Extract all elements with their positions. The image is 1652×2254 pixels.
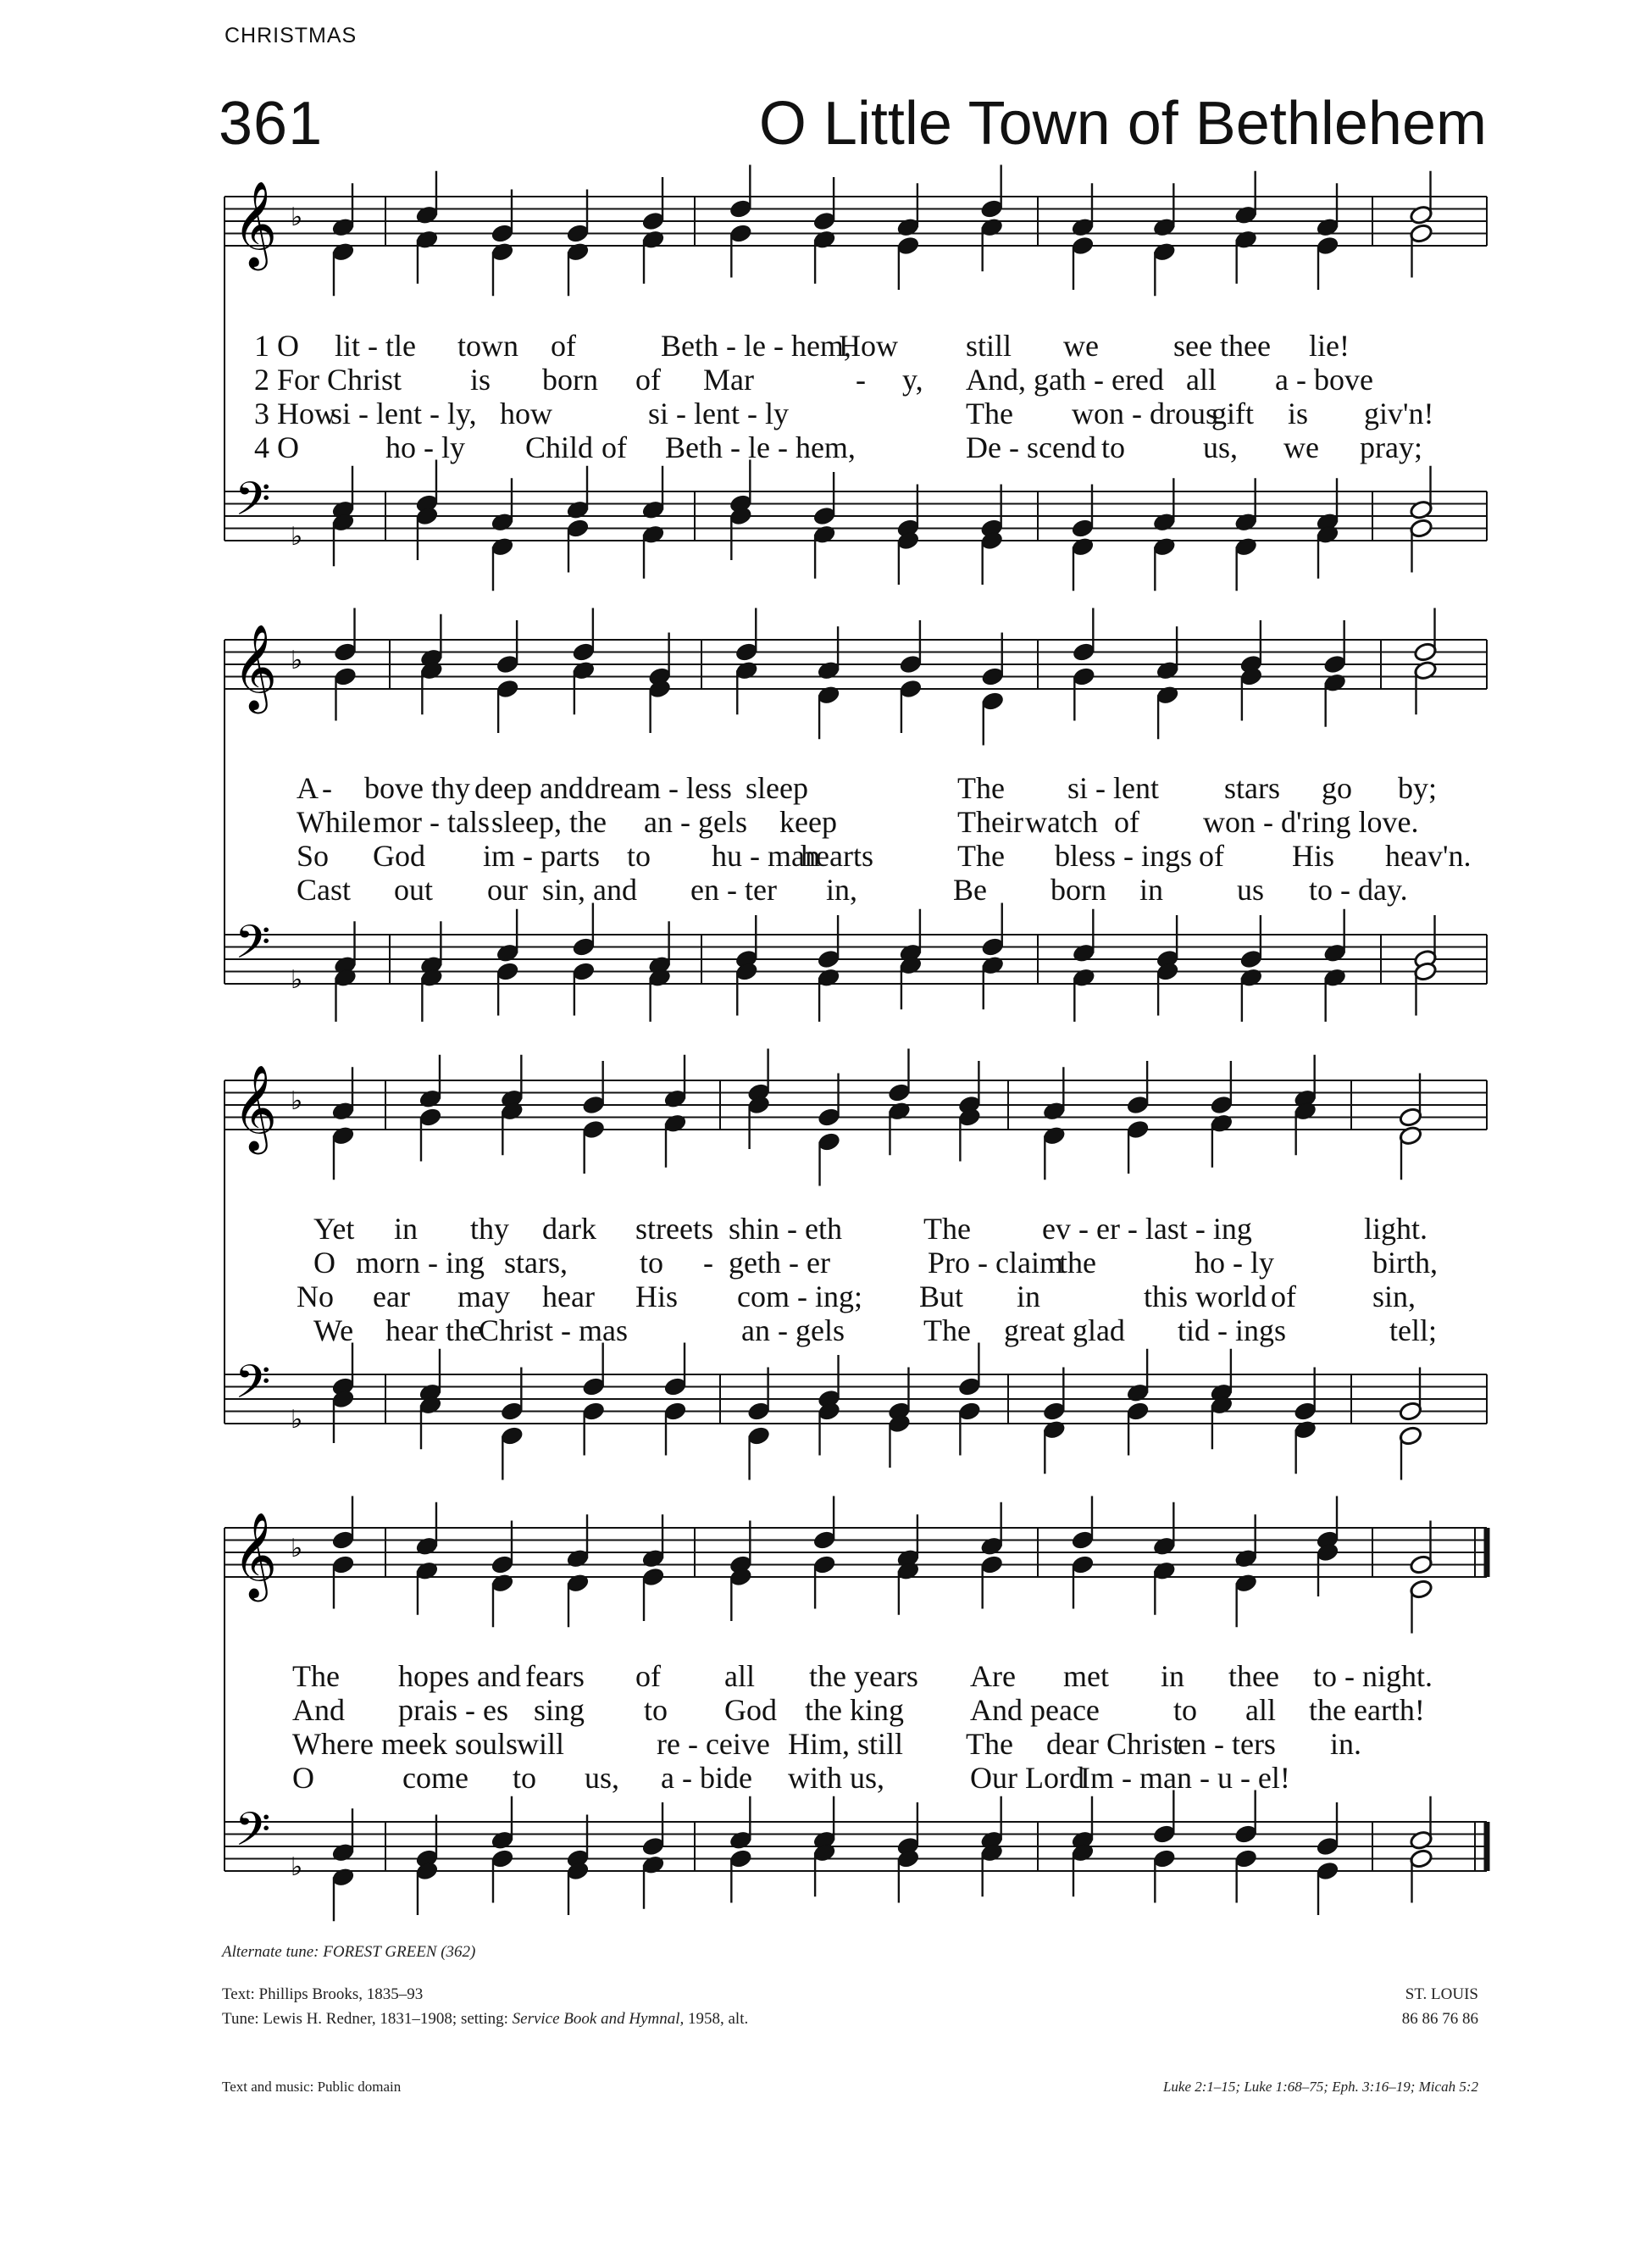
lyric-syllable: Him, still — [788, 1727, 904, 1761]
lyric-syllable: thy — [470, 1212, 510, 1246]
lyric-syllable: to — [640, 1246, 664, 1280]
lyric-syllable: thee — [1228, 1659, 1279, 1693]
lyric-syllable: watch — [1025, 805, 1098, 839]
lyric-syllable: all — [1245, 1693, 1276, 1727]
lyric-syllable: But — [919, 1280, 964, 1313]
lyric-syllable: won - drous — [1072, 397, 1217, 430]
lyric-syllable: the earth! — [1309, 1693, 1425, 1727]
treble-clef-icon: 𝄞 — [233, 1511, 278, 1598]
lyric-syllable: Beth - le - hem, — [661, 329, 851, 363]
tune-credit-source: Service Book and Hymnal, — [512, 2010, 685, 2028]
lyric-syllable: stars — [1224, 771, 1280, 805]
lyric-syllable: re - ceive — [657, 1727, 770, 1761]
lyric-syllable: The — [957, 771, 1005, 805]
lyric-syllable: sleep, the — [491, 805, 607, 839]
lyric-syllable: our — [487, 873, 528, 907]
lyric-syllable: in — [1017, 1280, 1041, 1313]
lyric-syllable: streets — [635, 1212, 713, 1246]
lyric-syllable: So — [297, 839, 330, 873]
lyric-syllable: this world — [1144, 1280, 1267, 1313]
lyric-syllable: sleep — [746, 771, 808, 805]
lyric-syllable: the years — [809, 1659, 918, 1693]
lyric-syllable: of — [1199, 839, 1224, 873]
lyric-syllable: hopes and — [398, 1659, 521, 1693]
lyric-syllable: And — [292, 1693, 345, 1727]
treble-clef-icon: 𝄞 — [233, 180, 278, 267]
flat-key-signature-icon: ♭ — [291, 522, 303, 552]
tune-credit-suffix: 1958, alt. — [684, 2010, 749, 2028]
lyric-syllable: ho - ly — [1195, 1246, 1274, 1280]
lyric-syllable: of — [1114, 805, 1139, 839]
lyric-syllable: hearts — [801, 839, 873, 873]
lyric-syllable: won - d'ring love. — [1203, 805, 1419, 839]
lyric-syllable: Our Lord — [970, 1761, 1084, 1795]
lyric-syllable: tid - ings — [1178, 1313, 1287, 1347]
lyric-syllable: we — [1283, 430, 1319, 464]
lyric-syllable: Christ - mas — [479, 1313, 628, 1347]
lyric-syllable: see thee — [1173, 329, 1271, 363]
bass-clef-icon: 𝄢 — [235, 915, 271, 980]
lyric-syllable: sin, — [1372, 1280, 1416, 1313]
lyric-syllable: His — [635, 1280, 679, 1313]
lyric-syllable: His — [1292, 839, 1335, 873]
text-credit: Text: Phillips Brooks, 1835–93 — [222, 1985, 424, 2003]
lyric-syllable: bless - ings — [1055, 839, 1192, 873]
lyric-syllable: of — [635, 1659, 661, 1693]
lyric-syllable: The — [923, 1212, 971, 1246]
lyric-syllable: us, — [1203, 430, 1239, 464]
lyric-syllable: mor - tals — [373, 805, 490, 839]
lyric-syllable: meek souls — [381, 1727, 518, 1761]
lyric-syllable: shin - eth — [729, 1212, 842, 1246]
scripture-references: Luke 2:1–15; Luke 1:68–75; Eph. 3:16–19; Micah 5:2 — [1162, 2079, 1478, 2095]
lyric-syllable: is — [470, 363, 491, 397]
lyric-syllable: to - night. — [1313, 1659, 1433, 1693]
lyric-syllable: geth - er — [729, 1246, 830, 1280]
lyric-syllable: hear the — [385, 1313, 483, 1347]
lyric-syllable: hu - man — [712, 839, 820, 873]
treble-clef-icon: 𝄞 — [233, 1063, 278, 1151]
lyric-syllable: pray; — [1360, 430, 1422, 464]
lyric-syllable: lit - tle — [335, 329, 416, 363]
lyric-syllable: While — [297, 805, 371, 839]
lyric-syllable: the king — [805, 1693, 904, 1727]
lyric-syllable: Beth - le - hem, — [665, 430, 856, 464]
lyric-syllable: O — [313, 1246, 335, 1280]
lyric-syllable: to — [1173, 1693, 1198, 1727]
lyric-syllable: go — [1322, 771, 1352, 805]
lyric-syllable: stars, — [504, 1246, 568, 1280]
lyric-syllable: in — [394, 1212, 419, 1246]
lyric-syllable: met — [1063, 1659, 1109, 1693]
lyric-syllable: The — [957, 839, 1005, 873]
lyric-syllable: tell; — [1389, 1313, 1437, 1347]
lyric-syllable: Be — [953, 873, 987, 907]
lyric-syllable: Pro - claim — [928, 1246, 1063, 1280]
bass-clef-icon: 𝄢 — [235, 1355, 271, 1420]
section-label: CHRISTMAS — [225, 24, 358, 47]
meter: 86 86 76 86 — [1401, 2010, 1478, 2028]
lyric-syllable: gift — [1211, 397, 1254, 430]
copyright-note: Text and music: Public domain — [222, 2079, 402, 2095]
lyric-syllable: Are — [970, 1659, 1016, 1693]
lyric-syllable: The — [923, 1313, 971, 1347]
lyric-syllable: ho - ly — [385, 430, 465, 464]
lyric-syllable: Yet — [313, 1212, 355, 1246]
lyric-syllable: De - scend — [966, 430, 1096, 464]
lyric-syllable: Im - man - u - el! — [1080, 1761, 1290, 1795]
lyric-syllable: 4 O — [254, 430, 299, 464]
lyric-syllable: to — [644, 1693, 668, 1727]
lyric-syllable: lie! — [1309, 329, 1350, 363]
lyric-syllable: all — [1186, 363, 1217, 397]
lyric-syllable: Child — [525, 430, 594, 464]
bass-clef-icon: 𝄢 — [235, 1802, 271, 1868]
lyric-syllable: si - lent - ly, — [330, 397, 477, 430]
lyric-syllable: to — [1101, 430, 1126, 464]
lyric-syllable: to - day. — [1309, 873, 1408, 907]
lyric-syllable: us, — [585, 1761, 620, 1795]
lyric-syllable: to — [513, 1761, 537, 1795]
flat-key-signature-icon: ♭ — [291, 1086, 303, 1116]
lyric-syllable: 2 For Christ — [254, 363, 402, 397]
lyric-syllable: The — [292, 1659, 340, 1693]
lyric-syllable: - — [322, 771, 332, 805]
lyric-syllable: heav'n. — [1385, 839, 1472, 873]
lyric-syllable: of — [551, 329, 576, 363]
lyric-syllable: will — [517, 1727, 565, 1761]
tune-credit-prefix: Tune: Lewis H. Redner, 1831–1908; setting: — [222, 2010, 513, 2028]
lyric-syllable: of — [635, 363, 661, 397]
lyric-syllable: im - parts — [483, 839, 600, 873]
lyric-syllable: of — [601, 430, 627, 464]
lyric-syllable: com - ing; — [737, 1280, 862, 1313]
lyric-syllable: fears — [525, 1659, 585, 1693]
lyric-syllable: Where — [292, 1727, 374, 1761]
lyric-syllable: en - ters — [1178, 1727, 1276, 1761]
alternate-tune-note: Alternate tune: FOREST GREEN (362) — [222, 1943, 476, 1961]
lyric-syllable: we — [1063, 329, 1099, 363]
lyric-syllable: No — [297, 1280, 334, 1313]
flat-key-signature-icon: ♭ — [291, 1852, 303, 1882]
lyric-syllable: hear — [542, 1280, 595, 1313]
lyric-syllable: - — [703, 1246, 713, 1280]
lyric-syllable: dark — [542, 1212, 596, 1246]
lyric-syllable: si - lent — [1067, 771, 1159, 805]
lyric-syllable: the — [1059, 1246, 1096, 1280]
lyric-syllable: born — [1051, 873, 1106, 907]
lyric-syllable: sin, and — [542, 873, 637, 907]
lyric-syllable: all — [724, 1659, 755, 1693]
lyric-syllable: town — [457, 329, 518, 363]
lyric-syllable: keep — [779, 805, 837, 839]
lyric-syllable: an - gels — [644, 805, 747, 839]
lyric-syllable: Mar — [703, 363, 754, 397]
lyric-syllable: O — [292, 1761, 314, 1795]
lyric-syllable: dream - less — [585, 771, 732, 805]
lyric-syllable: A — [297, 771, 319, 805]
lyric-syllable: deep and — [474, 771, 584, 805]
lyric-syllable: morn - ing — [356, 1246, 485, 1280]
lyric-syllable: come — [402, 1761, 468, 1795]
lyric-syllable: by; — [1398, 771, 1438, 805]
lyric-syllable: born — [542, 363, 598, 397]
flat-key-signature-icon: ♭ — [291, 1534, 303, 1563]
tune-credit — [222, 2010, 748, 2029]
lyric-syllable: in — [1139, 873, 1164, 907]
lyric-syllable: 3 How — [254, 397, 336, 430]
flat-key-signature-icon: ♭ — [291, 646, 303, 675]
lyric-syllable: may — [457, 1280, 510, 1313]
lyric-syllable: en - ter — [690, 873, 777, 907]
lyric-syllable: How — [839, 329, 898, 363]
bass-clef-icon: 𝄢 — [235, 472, 271, 537]
lyric-syllable: prais - es — [398, 1693, 508, 1727]
lyric-syllable: with us, — [788, 1761, 885, 1795]
lyric-syllable: to — [627, 839, 651, 873]
lyric-syllable: ev - er - last - ing — [1042, 1212, 1252, 1246]
lyric-syllable: God — [724, 1693, 777, 1727]
hymn-title: O Little Town of Bethlehem — [758, 90, 1487, 158]
lyric-syllable: in — [1161, 1659, 1185, 1693]
lyric-syllable: - — [856, 363, 866, 397]
lyric-syllable: Cast — [297, 873, 352, 907]
flat-key-signature-icon: ♭ — [291, 965, 303, 995]
flat-key-signature-icon: ♭ — [291, 203, 303, 232]
hymn-number: 361 — [219, 90, 324, 158]
treble-clef-icon: 𝄞 — [233, 623, 278, 710]
lyric-syllable: And peace — [970, 1693, 1100, 1727]
lyric-syllable: great glad — [1004, 1313, 1125, 1347]
lyric-syllable: still — [966, 329, 1012, 363]
flat-key-signature-icon: ♭ — [291, 1405, 303, 1435]
lyric-syllable: sing — [534, 1693, 585, 1727]
lyric-syllable: God — [373, 839, 425, 873]
lyric-syllable: is — [1288, 397, 1309, 430]
lyric-syllable: an - gels — [741, 1313, 845, 1347]
lyric-syllable: in. — [1330, 1727, 1362, 1761]
lyric-syllable: us — [1237, 873, 1265, 907]
lyric-syllable: Their — [957, 805, 1023, 839]
lyric-syllable: giv'n! — [1364, 397, 1434, 430]
lyric-syllable: birth, — [1372, 1246, 1438, 1280]
lyric-syllable: a - bove — [1275, 363, 1373, 397]
lyric-syllable: y, — [902, 363, 923, 397]
lyric-syllable: si - lent - ly — [648, 397, 789, 430]
tune-name: ST. LOUIS — [1405, 1985, 1478, 2003]
lyric-syllable: light. — [1364, 1212, 1428, 1246]
lyric-syllable: We — [313, 1313, 354, 1347]
lyric-syllable: of — [1271, 1280, 1296, 1313]
lyric-syllable: And, gath - ered — [966, 363, 1164, 397]
lyric-syllable: The — [966, 1727, 1013, 1761]
lyric-syllable: bove thy — [364, 771, 470, 805]
lyric-syllable: a - bide — [661, 1761, 752, 1795]
lyric-syllable: 1 O — [254, 329, 299, 363]
lyric-syllable: in, — [826, 873, 858, 907]
lyric-syllable: out — [394, 873, 434, 907]
lyric-syllable: how — [500, 397, 552, 430]
lyric-syllable: ear — [373, 1280, 410, 1313]
lyric-syllable: dear Christ — [1046, 1727, 1181, 1761]
lyric-syllable: The — [966, 397, 1013, 430]
